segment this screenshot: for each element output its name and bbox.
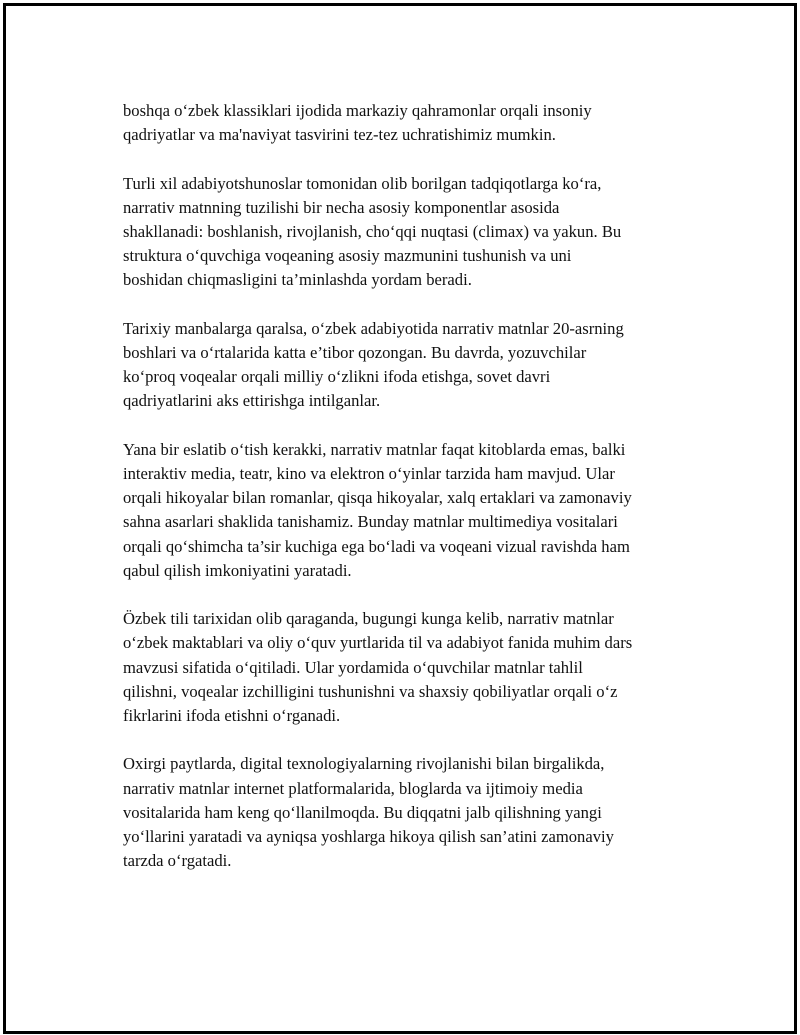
text-line: narrativ matnning tuzilishi bir necha asosiy komponentlar asosida [123,197,560,217]
text-line: orqali hikoyalar bilan romanlar, qisqa hikoyalar, xalq ertaklari va zamonaviy [123,488,632,508]
text-line: fikrlarini ifoda etishni o‘rganadi. [123,706,341,726]
text-line: Oxirgi paytlarda, digital texnologiyalarning rivojlanishi bilan birgalikda, [123,754,605,774]
text-line: o‘zbek maktablari va oliy o‘quv yurtlarida til va adabiyot fanida muhim dars [123,633,633,653]
text-line: narrativ matnlar internet platformalarida, bloglarda va ijtimoiy media [123,778,583,798]
text-line: sahna asarlari shaklida tanishamiz. Bunday matnlar multimediya vositalari [123,512,618,532]
text-line: qadriyatlarini aks ettirishga intilganlar. [123,391,381,411]
document-body [123,99,703,898]
paragraph [123,99,703,147]
paragraph [123,172,703,293]
text-line: shakllanadi: boshlanish, rivojlanish, cho‘qqi nuqtasi (climax) va yakun. Bu [123,222,622,241]
paragraph [123,752,703,873]
text-line: yo‘llarini yaratadi va ayniqsa yoshlarga hikoya qilish san’atini zamonaviy [123,827,614,847]
text-line: Tarixiy manbalarga qaralsa, o‘zbek adabiyotida narrativ matnlar 20-asrning [123,318,624,338]
text-line: vositalarida ham keng qo‘llanilmoqda. Bu diqqatni jalb qilishning yangi [123,802,602,822]
text-line: Yana bir eslatib o‘tish kerakki, narrativ matnlar faqat kitoblarda emas, balki [123,439,626,459]
text-line: boshlari va o‘rtalarida katta e’tibor qozongan. Bu davrda, yozuvchilar [123,343,587,362]
text-line: ko‘proq voqealar orqali milliy o‘zlikni ifoda etishga, sovet davri [123,367,551,387]
paragraph [123,607,703,728]
text-line: Özbek tili tarixidan olib qaraganda, bugungi kunga kelib, narrativ matnlar [123,609,614,629]
text-line: Turli xil adabiyotshunoslar tomonidan olib borilgan tadqiqotlarga ko‘ra, [123,173,602,193]
text-line: struktura o‘quvchiga voqeaning asosiy mazmunini tushunish va uni [123,246,572,266]
paragraph [123,317,703,414]
text-line: boshqa o‘zbek klassiklari ijodida markaziy qahramonlar orqali insoniy [123,101,592,120]
paragraph [123,438,703,583]
page-frame [3,3,797,1034]
text-line: mavzusi sifatida o‘qitiladi. Ular yordamida o‘quvchilar matnlar tahlil [123,657,583,677]
text-line: interaktiv media, teatr, kino va elektron o‘yinlar tarzida ham mavjud. Ular [123,464,615,483]
text-line: qadriyatlar va ma'naviyat tasvirini tez-tez uchratishimiz mumkin. [123,125,556,145]
text-line: qabul qilish imkoniyatini yaratadi. [123,560,352,580]
text-line: boshidan chiqmasligini ta’minlashda yordam beradi. [123,270,472,290]
text-line: tarzda o‘rgatadi. [123,851,232,871]
text-line: qilishni, voqealar izchilligini tushunishni va shaxsiy qobiliyatlar orqali o‘z [123,681,618,701]
text-line: orqali qo‘shimcha ta’sir kuchiga ega bo‘ladi va voqeani vizual ravishda ham [123,536,630,556]
